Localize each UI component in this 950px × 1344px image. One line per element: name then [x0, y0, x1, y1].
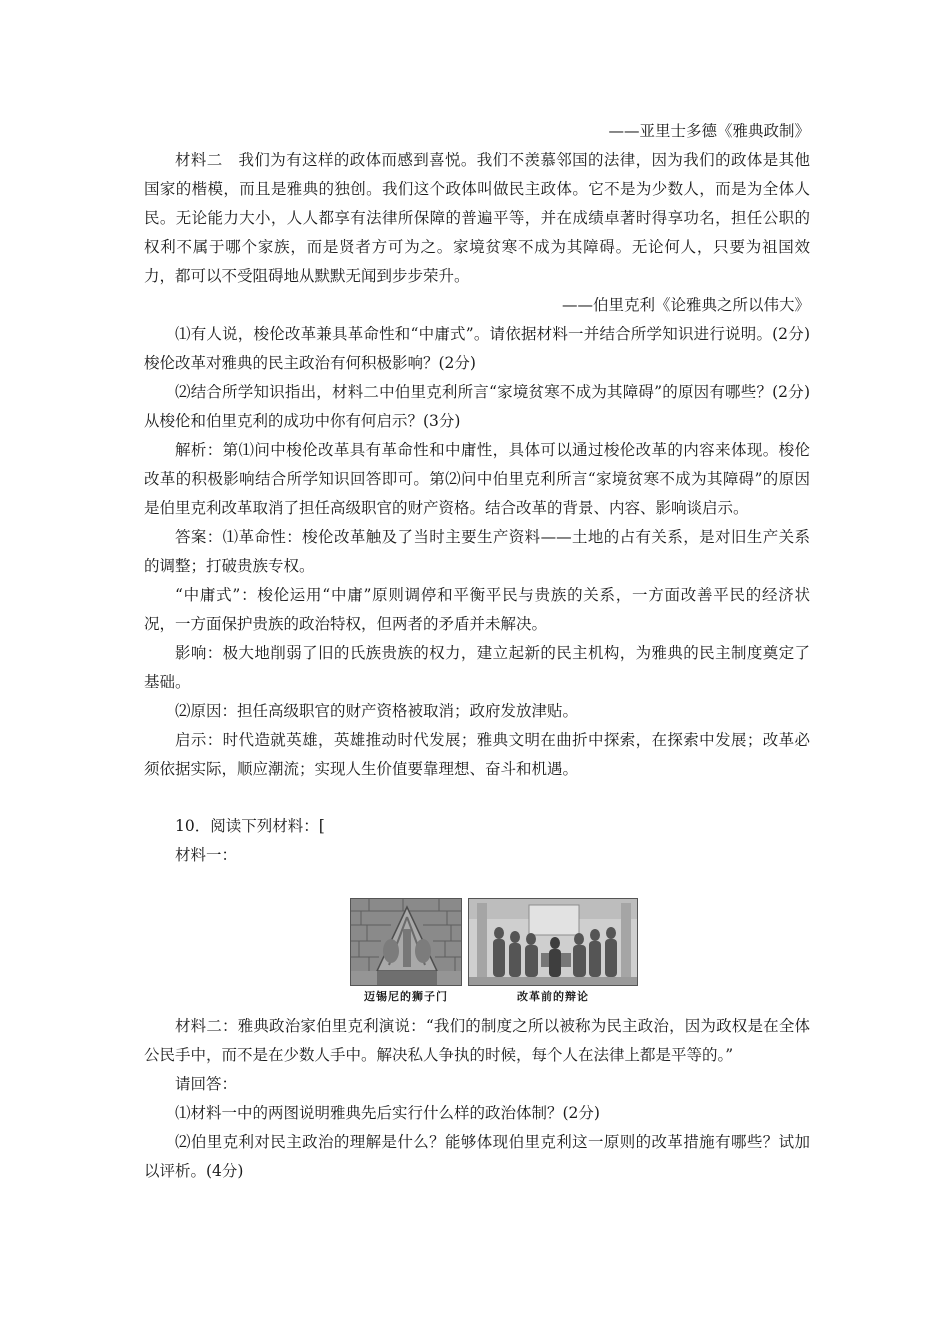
debate-image [468, 898, 638, 986]
answer-inspiration: 启示：时代造就英雄，英雄推动时代发展；雅典文明在曲折中探索，在探索中发展；改革必须依据实际，顺应潮流；实现人生价值要靠理想、奋斗和机遇。 [144, 731, 810, 778]
material-one-figures [350, 898, 638, 1008]
question-10-heading: 10．阅读下列材料：[ [175, 817, 325, 835]
attribution-pericles: ——伯里克利《论雅典之所以伟大》 [561, 296, 810, 314]
material-one-label: 材料一： [175, 846, 238, 864]
answer-influence: 影响：极大地削弱了旧的氏族贵族的权力，建立起新的民主机构，为雅典的民主制度奠定了基础。 [144, 644, 810, 691]
figure-lion-gate [350, 898, 462, 1004]
figure-debate [468, 898, 638, 1004]
answer-revolutionary: 答案：⑴革命性：梭伦改革触及了当时主要生产资料——土地的占有关系，是对旧生产关系的调整；打破贵族专权。 [144, 528, 810, 575]
answer-moderate: “中庸式”：梭伦运用“中庸”原则调停和平衡平民与贵族的关系，一方面改善平民的经济状况，一方面保护贵族的政治特权，但两者的矛盾并未解决。 [144, 586, 810, 633]
upper-text-block [144, 117, 810, 784]
sub-question-2: ⑵伯里克利对民主政治的理解是什么？能够体现伯里克利这一原则的改革措施有哪些？试加以评析。(4分) [144, 1133, 810, 1180]
answer-reason: ⑵原因：担任高级职官的财产资格被取消；政府发放津贴。 [175, 702, 579, 720]
attribution-aristotle: ——亚里士多德《雅典政制》 [608, 122, 810, 140]
material-two-paragraph: 材料二 我们为有这样的政体而感到喜悦。我们不羡慕邻国的法律，因为我们的政体是其他国家的楷模，而且是雅典的独创。我们这个政体叫做民主政体。它不是为少数人，而是为全体人民。无论能力大小，人人都享有法律所保障的普遍平等，并在成绩卓著时得享功名，担任公职的权利不属于哪个家族，而是贤者方可为之。家境贫寒不成为其障碍。无论何人，只要为祖国效力，都可以不受阻碍地从默默无闻到步步荣升。 [144, 151, 810, 285]
analysis-paragraph: 解析：第⑴问中梭伦改革具有革命性和中庸性，具体可以通过梭伦改革的内容来体现。梭伦改革的积极影响结合所学知识回答即可。第⑵问中伯里克利所言“家境贫寒不成为其障碍”的原因是伯里克利改革取消了担任高级职官的财产资格。结合改革的背景、内容、影响谈启示。 [144, 441, 810, 517]
sub-question-1: ⑴材料一中的两图说明雅典先后实行什么样的政治体制？(2分) [175, 1104, 600, 1122]
question-2: ⑵结合所学知识指出，材料二中伯里克利所言“家境贫寒不成为其障碍”的原因有哪些？(2分)从梭伦和伯里克利的成功中你有何启示？(3分) [144, 383, 810, 430]
lion-gate-caption: 迈锡尼的狮子门 [364, 990, 448, 1003]
debate-caption: 改革前的辩论 [517, 990, 589, 1003]
material-two-speech: 材料二：雅典政治家伯里克利演说：“我们的制度之所以被称为民主政治，因为政权是在全体公民手中，而不是在少数人手中。解决私人争执的时候，每个人在法律上都是平等的。” [144, 1017, 810, 1064]
question-10-header [144, 812, 810, 870]
question-1: ⑴有人说，梭伦改革兼具革命性和“中庸式”。请依据材料一并结合所学知识进行说明。(2分)梭伦改革对雅典的民主政治有何积极影响？(2分) [144, 325, 810, 372]
question-10-body [144, 1012, 810, 1186]
lion-gate-image [350, 898, 462, 986]
please-answer-label: 请回答： [175, 1075, 238, 1093]
